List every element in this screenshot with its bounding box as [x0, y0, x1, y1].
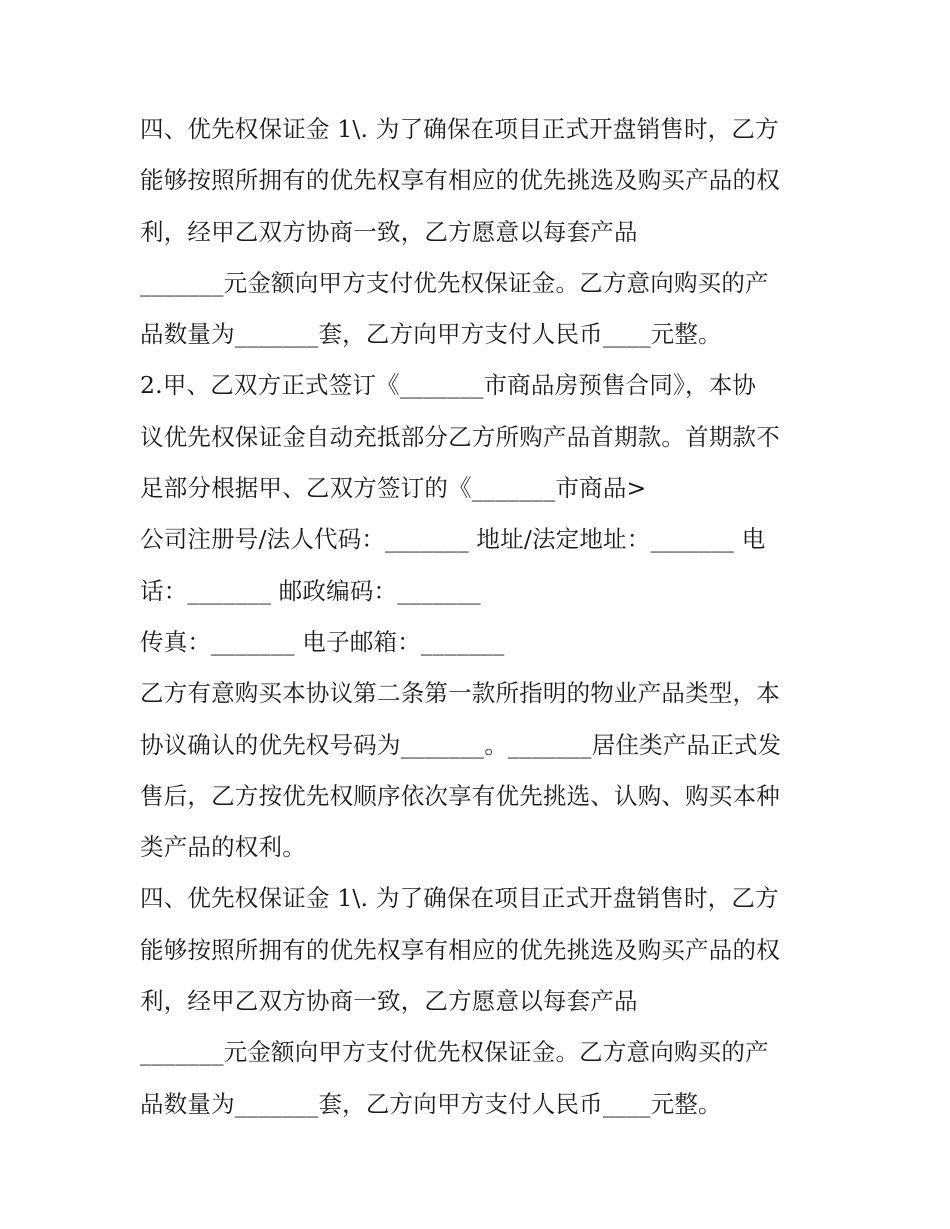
text-line: 话：_______ 邮政编码：_______: [140, 576, 481, 605]
text-line: _______元金额向甲方支付优先权保证金。乙方意向购买的产: [140, 268, 769, 297]
text-line: 能够按照所拥有的优先权享有相应的优先挑选及购买产品的权: [140, 935, 780, 964]
text-line: 传真：_______ 电子邮箱：_______: [140, 627, 505, 656]
text-line: 议优先权保证金自动充抵部分乙方所购产品首期款。首期款不: [140, 422, 780, 451]
text-line: 利，经甲乙双方协商一致，乙方愿意以每套产品: [140, 987, 638, 1016]
text-line: 四、优先权保证金 1\. 为了确保在项目正式开盘销售时，乙方: [140, 115, 779, 143]
text-line: 品数量为_______套，乙方向甲方支付人民币____元整。: [140, 320, 722, 349]
text-line: 2.甲、乙双方正式签订《_______市商品房预售合同》，本协: [140, 371, 757, 400]
text-line: 乙方有意购买本协议第二条第一款所指明的物业产品类型，本: [140, 679, 780, 708]
document-body: [140, 104, 820, 1130]
text-line: 品数量为_______套，乙方向甲方支付人民币____元整。: [140, 1089, 722, 1118]
text-line: 能够按照所拥有的优先权享有相应的优先挑选及购买产品的权: [140, 166, 780, 195]
text-line: 四、优先权保证金 1\. 为了确保在项目正式开盘销售时，乙方: [140, 884, 779, 913]
text-line: 协议确认的优先权号码为_______。_______居住类产品正式发: [140, 730, 782, 759]
text-line: _______元金额向甲方支付优先权保证金。乙方意向购买的产: [140, 1038, 769, 1067]
text-line: 公司注册号/法人代码：_______ 地址/法定地址：_______ 电: [140, 525, 766, 554]
text-line: 足部分根据甲、乙双方签订的《_______市商品>: [140, 474, 647, 503]
text-line: 售后，乙方按优先权顺序依次享有优先挑选、认购、购买本种: [140, 781, 780, 810]
text-line: 类产品的权利。: [140, 833, 306, 862]
text-line: 利，经甲乙双方协商一致，乙方愿意以每套产品: [140, 217, 638, 246]
